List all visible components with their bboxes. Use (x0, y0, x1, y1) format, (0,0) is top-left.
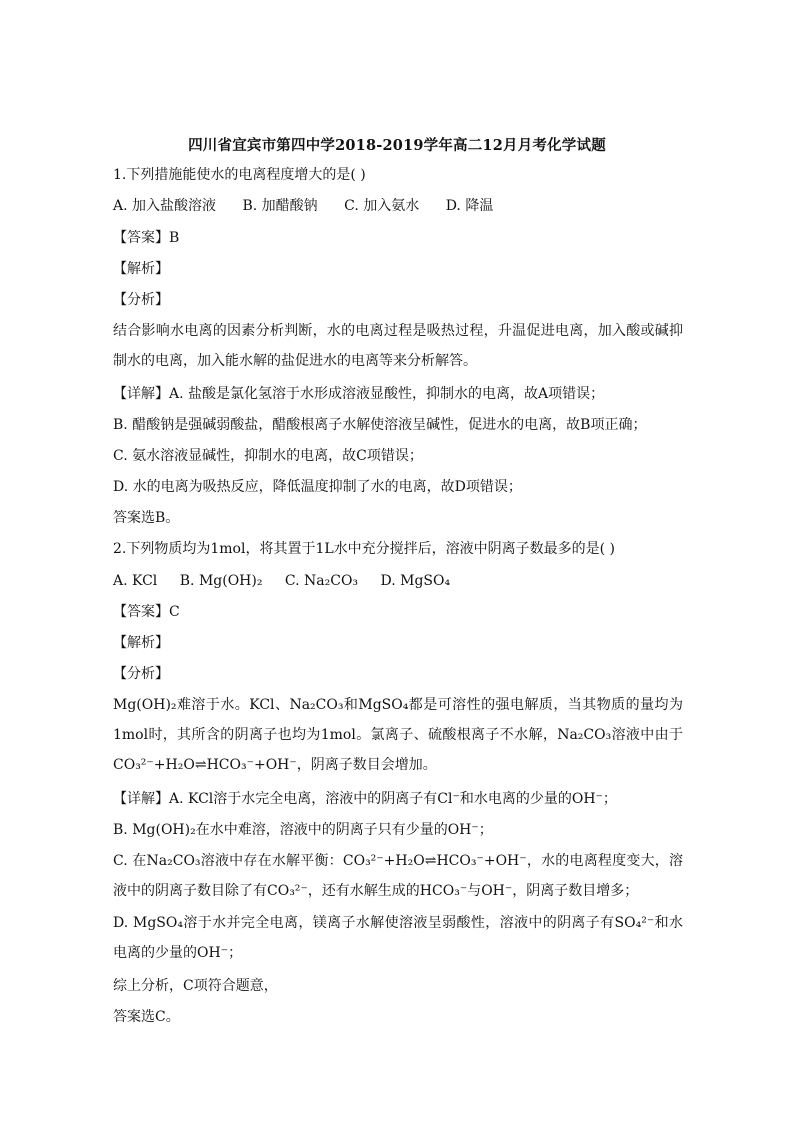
q1-detail-a: 【详解】A. 盐酸是氯化氢溶于水形成溶液显酸性，抑制水的电离，故A项错误； (113, 386, 605, 402)
q2-conclusion: 答案选C。 (113, 1009, 180, 1025)
q2-detail-b: B. Mg(OH)₂在水中难溶，溶液中的阴离子只有少量的OH⁻； (113, 822, 493, 838)
q1-option-d: D. 降温 (445, 198, 494, 214)
q2-answer: 【答案】C (113, 604, 180, 620)
q1-option-b: B. 加醋酸钠 (242, 198, 318, 214)
question-2-options (113, 572, 683, 590)
q1-detail-d: D. 水的电离为吸热反应，降低温度抑制了水的电离，故D项错误； (113, 479, 522, 495)
q2-fenxi-label: 【分析】 (113, 666, 169, 682)
q1-detail-b: B. 醋酸钠是强碱弱酸盐，醋酸根离子水解使溶液呈碱性，促进水的电离，故B项正确； (113, 417, 647, 433)
q1-conclusion: 答案选B。 (113, 510, 180, 526)
q2-jiexi-label: 【解析】 (113, 635, 169, 651)
q2-option-b: B. Mg(OH)₂ (179, 573, 263, 589)
document-title: 四川省宜宾市第四中学2018-2019学年高二12月月考化学试题 (188, 137, 606, 154)
question-2-stem: 2.下列物质均为1mol，将其置于1L水中充分搅拌后，溶液中阴离子数最多的是( ) (113, 541, 616, 557)
q2-option-d: D. MgSO₄ (380, 573, 451, 589)
question-1-stem: 1.下列措施能使水的电离程度增大的是( ) (113, 167, 366, 183)
q1-fenxi-label: 【分析】 (113, 292, 169, 308)
q1-analysis: 结合影响水电离的因素分析判断，水的电离过程是吸热过程，升温促进电离，加入酸或碱抑制水的电离，加入能水解的盐促进水的电离等来分析解答。 (113, 323, 683, 369)
q1-jiexi-label: 【解析】 (113, 261, 169, 277)
q1-option-c: C. 加入氨水 (344, 198, 420, 214)
q2-detail-c: C. 在Na₂CO₃溶液中存在水解平衡：CO₃²⁻+H₂O⇌HCO₃⁻+OH⁻，水的电离程度变大，溶液中的阴离子数目除了有CO₃²⁻，还有水解生成的HCO₃⁻与OH⁻，阴离子数目增多； (113, 853, 683, 899)
q2-detail-a: 【详解】A. KCl溶于水完全电离，溶液中的阴离子有Cl⁻和水电离的少量的OH⁻； (113, 791, 617, 807)
question-1-options (113, 197, 683, 215)
q1-option-a: A. 加入盐酸溶液 (113, 198, 217, 214)
q2-analysis: Mg(OH)₂难溶于水。KCl、Na₂CO₃和MgSO₄都是可溶性的强电解质，当其物质的量均为1mol时，其所含的阴离子也均为1mol。氯离子、硫酸根离子不水解，Na₂CO₃溶液中由于CO₃²⁻+H₂O⇌HCO₃⁻+OH⁻，阴离子数目会增加。 (113, 697, 683, 773)
q2-detail-d: D. MgSO₄溶于水并完全电离，镁离子水解使溶液呈弱酸性，溶液中的阴离子有SO₄²⁻和水电离的少量的OH⁻； (113, 915, 683, 961)
q2-option-a: A. KCl (113, 573, 158, 589)
q1-detail-c: C. 氨水溶液显碱性，抑制水的电离，故C项错误； (113, 448, 423, 464)
q1-answer: 【答案】B (113, 230, 180, 246)
q2-summary: 综上分析，C项符合题意， (113, 978, 278, 994)
q2-option-c: C. Na₂CO₃ (284, 573, 359, 589)
